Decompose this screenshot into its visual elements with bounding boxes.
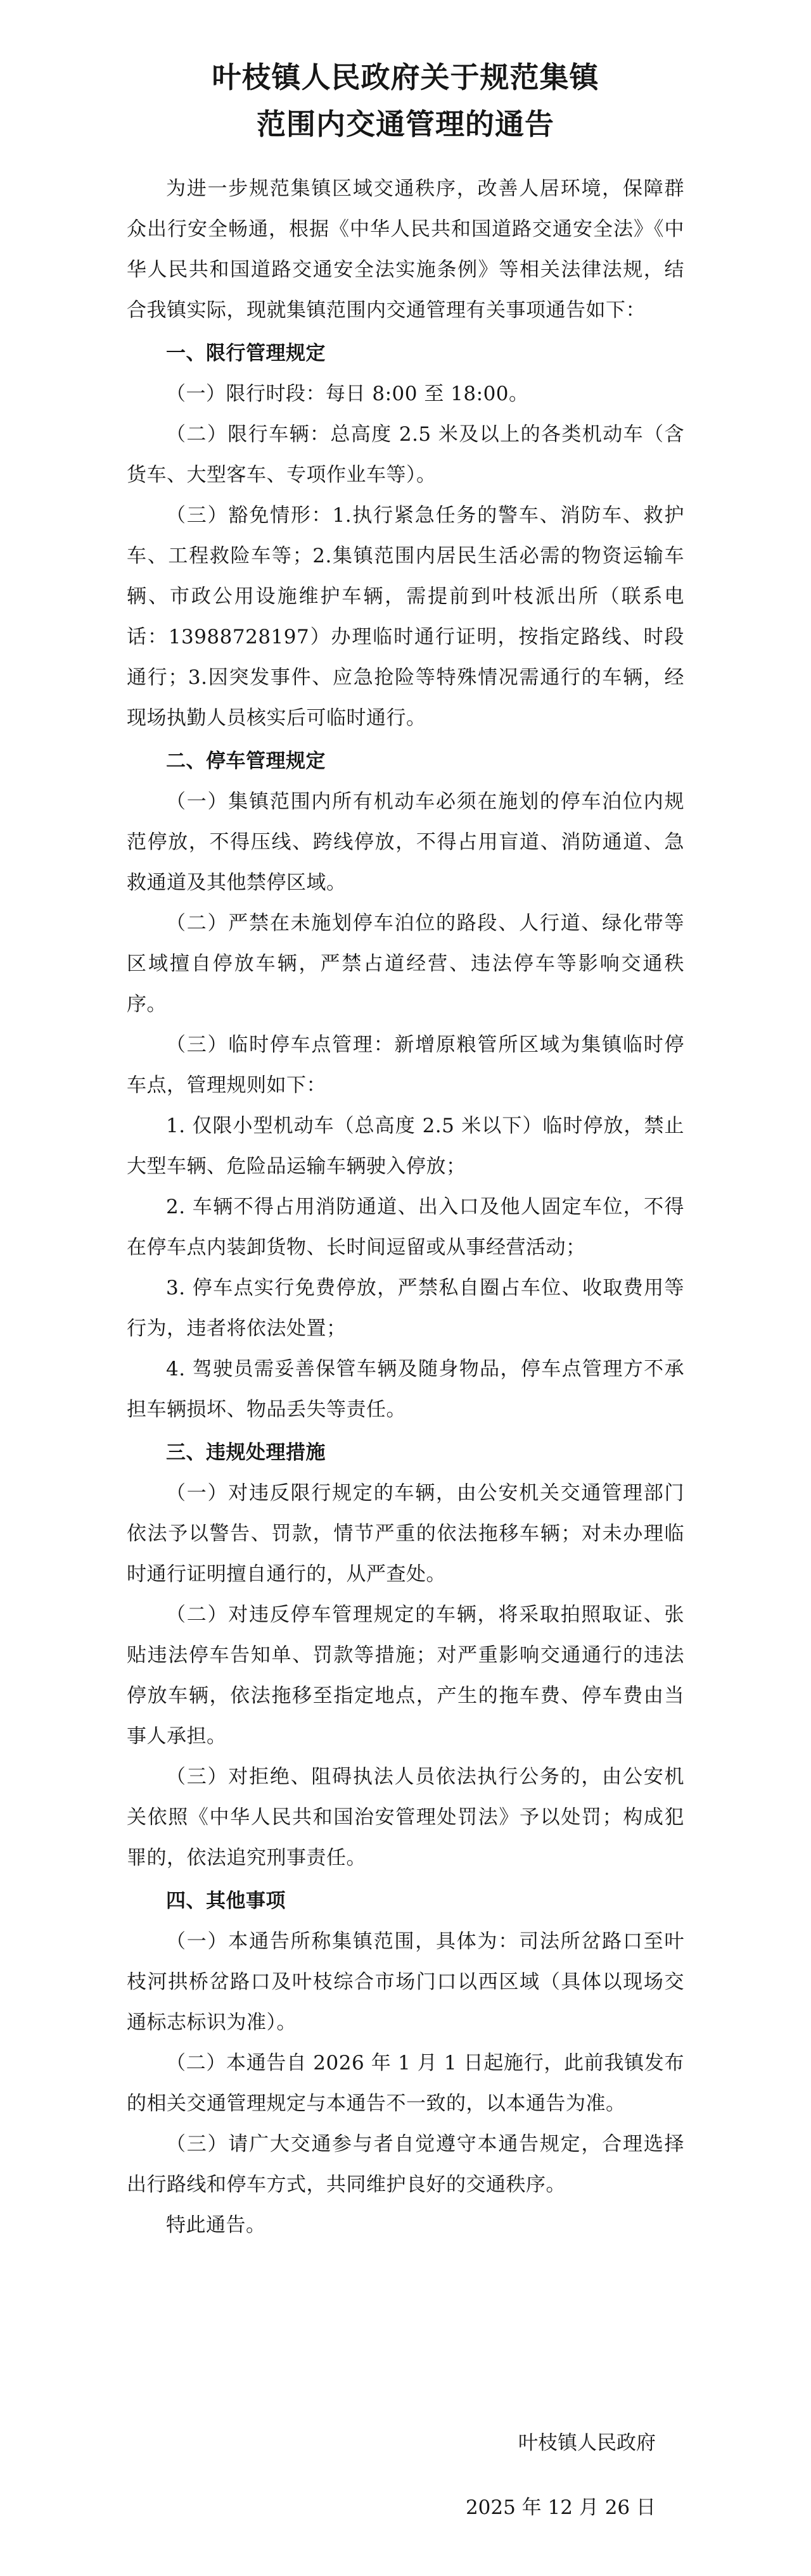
document-title-line-1: 叶枝镇人民政府关于规范集镇 [212, 60, 599, 94]
paragraph: （二）对违反停车管理规定的车辆，将采取拍照取证、张贴违法停车告知单、罚款等措施；对严重影响交通通行的违法停放车辆，依法拖移至指定地点，产生的拖车费、停车费由当事人承担。 [127, 1603, 684, 1748]
section-heading-parking: 二、停车管理规定 [166, 750, 326, 773]
paragraph: （二）限行车辆：总高度 2.5 米及以上的各类机动车（含货车、大型客车、专项作业车等）。 [127, 423, 684, 486]
intro-paragraph: 为进一步规范集镇区域交通秩序，改善人居环境，保障群众出行安全畅通，根据《中华人民共和国道路交通安全法》《中华人民共和国道路交通安全法实施条例》等相关法律法规，结合我镇实际，现就集镇范围内交通管理有关事项通告如下： [127, 177, 684, 322]
document-body [127, 168, 684, 2245]
section-heading-restrictions: 一、限行管理规定 [166, 342, 326, 365]
paragraph: （三）对拒绝、阻碍执法人员依法执行公务的，由公安机关依照《中华人民共和国治安管理处罚法》予以处罚；构成犯罪的，依法追究刑事责任。 [127, 1765, 684, 1869]
paragraph: （一）本通告所称集镇范围，具体为：司法所岔路口至叶枝河拱桥岔路口及叶枝综合市场门口以西区域（具体以现场交通标志标识为准）。 [127, 1930, 684, 2034]
paragraph: （三）临时停车点管理：新增原粮管所区域为集镇临时停车点，管理规则如下： [127, 1033, 684, 1097]
paragraph: （三）请广大交通参与者自觉遵守本通告规定，合理选择出行路线和停车方式，共同维护良好的交通秩序。 [127, 2133, 684, 2196]
paragraph: （一）集镇范围内所有机动车必须在施划的停车泊位内规范停放，不得压线、跨线停放，不得占用盲道、消防通道、急救通道及其他禁停区域。 [127, 790, 684, 894]
list-item: 4. 驾驶员需妥善保管车辆及随身物品，停车点管理方不承担车辆损坏、物品丢失等责任。 [127, 1358, 684, 1421]
document-title-line-2: 范围内交通管理的通告 [257, 107, 554, 141]
list-item: 3. 停车点实行免费停放，严禁私自圈占车位、收取费用等行为，违者将依法处置； [127, 1277, 684, 1340]
section-heading-penalties: 三、违规处理措施 [166, 1441, 326, 1464]
list-item: 2. 车辆不得占用消防通道、出入口及他人固定车位，不得在停车点内装卸货物、长时间逗留或从事经营活动； [127, 1196, 684, 1259]
list-item: 1. 仅限小型机动车（总高度 2.5 米以下）临时停放，禁止大型车辆、危险品运输车辆驶入停放； [127, 1114, 684, 1178]
paragraph: （二）严禁在未施划停车泊位的路段、人行道、绿化带等区域擅自停放车辆，严禁占道经营、违法停车等影响交通秩序。 [127, 912, 684, 1016]
paragraph: （一）限行时段：每日 8:00 至 18:00。 [166, 382, 529, 405]
paragraph: （一）对违反限行规定的车辆，由公安机关交通管理部门依法予以警告、罚款，情节严重的依法拖移车辆；对未办理临时通行证明擅自通行的，从严查处。 [127, 1482, 684, 1586]
closing-statement: 特此通告。 [166, 2214, 266, 2237]
signature-date: 2025 年 12 月 26 日 [465, 2496, 656, 2519]
paragraph: （三）豁免情形：1.执行紧急任务的警车、消防车、救护车、工程救险车等；2.集镇范围内居民生活必需的物资运输车辆、市政公用设施维护车辆，需提前到叶枝派出所（联系电话：13988728197）办理临时通行证明，按指定路线、时段通行；3.因突发事件、应急抢险等特殊情况需通行的车辆，经现场执勤人员核实后可临时通行。 [127, 504, 684, 729]
signature-organization: 叶枝镇人民政府 [518, 2432, 656, 2454]
paragraph: （二）本通告自 2026 年 1 月 1 日起施行，此前我镇发布的相关交通管理规定与本通告不一致的，以本通告为准。 [127, 2052, 684, 2115]
section-heading-other: 四、其他事项 [166, 1890, 286, 1912]
